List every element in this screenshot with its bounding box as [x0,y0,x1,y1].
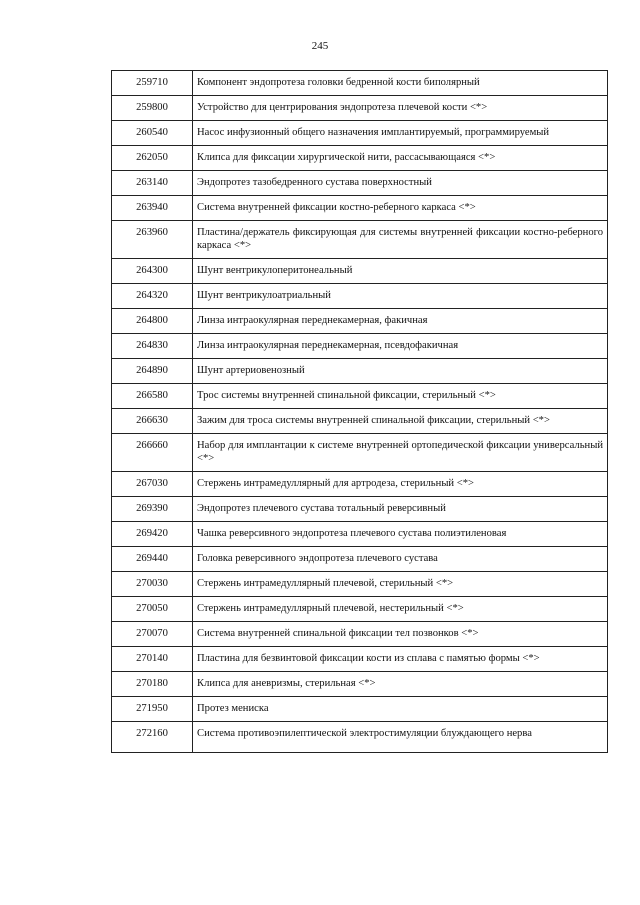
table-row [112,434,608,472]
row-name: Трос системы внутренней спинальной фиксации, стерильный <*> [193,384,608,409]
row-name: Эндопротез тазобедренного сустава поверхностный [193,171,608,196]
row-code: 270050 [112,597,193,622]
row-code: 259710 [112,71,193,96]
table-row [112,359,608,384]
table-row [112,472,608,497]
row-name: Линза интраокулярная переднекамерная, псевдофакичная [193,334,608,359]
row-name: Система внутренней фиксации костно-реберного каркаса <*> [193,196,608,221]
row-name: Стержень интрамедуллярный плечевой, нестерильный <*> [193,597,608,622]
row-code: 269420 [112,522,193,547]
table-row [112,547,608,572]
row-code: 263940 [112,196,193,221]
row-code: 264830 [112,334,193,359]
row-name: Шунт вентрикулоатриальный [193,284,608,309]
table-row [112,259,608,284]
table-row [112,722,608,753]
row-name: Эндопротез плечевого сустава тотальный реверсивный [193,497,608,522]
row-name: Клипса для аневризмы, стерильная <*> [193,672,608,697]
table-row [112,522,608,547]
row-code: 269440 [112,547,193,572]
row-name: Клипса для фиксации хирургической нити, рассасывающаяся <*> [193,146,608,171]
row-name: Устройство для центрирования эндопротеза плечевой кости <*> [193,96,608,121]
row-code: 270030 [112,572,193,597]
row-code: 266580 [112,384,193,409]
row-code: 267030 [112,472,193,497]
table-row [112,146,608,171]
row-name: Система внутренней спинальной фиксации тел позвонков <*> [193,622,608,647]
table-row [112,171,608,196]
row-code: 263140 [112,171,193,196]
row-name: Стержень интрамедуллярный плечевой, стерильный <*> [193,572,608,597]
table-row [112,409,608,434]
row-code: 266630 [112,409,193,434]
row-code: 271950 [112,697,193,722]
table-row [112,647,608,672]
row-name: Пластина/держатель фиксирующая для системы внутренней фиксации костно-реберного каркаса <*> [193,221,608,259]
device-table-body [112,71,608,753]
table-row [112,572,608,597]
table-row [112,622,608,647]
row-name: Насос инфузионный общего назначения имплантируемый, программируемый [193,121,608,146]
row-name: Набор для имплантации к системе внутренней ортопедической фиксации универсальный <*> [193,434,608,472]
row-code: 272160 [112,722,193,753]
row-code: 259800 [112,96,193,121]
table-row [112,221,608,259]
row-code: 264320 [112,284,193,309]
row-code: 264890 [112,359,193,384]
row-code: 264800 [112,309,193,334]
row-name: Головка реверсивного эндопротеза плечевого сустава [193,547,608,572]
table-row [112,96,608,121]
row-name: Система противоэпилептической электростимуляции блуждающего нерва [193,722,608,753]
row-name: Зажим для троса системы внутренней спинальной фиксации, стерильный <*> [193,409,608,434]
table-row [112,196,608,221]
row-code: 266660 [112,434,193,472]
row-name: Чашка реверсивного эндопротеза плечевого сустава полиэтиленовая [193,522,608,547]
row-code: 264300 [112,259,193,284]
table-row [112,121,608,146]
row-name: Линза интраокулярная переднекамерная, факичная [193,309,608,334]
table-row [112,672,608,697]
page-number: 245 [311,40,329,52]
row-code: 270140 [112,647,193,672]
row-name: Протез мениска [193,697,608,722]
table-row [112,334,608,359]
row-name: Стержень интрамедуллярный для артродеза, стерильный <*> [193,472,608,497]
row-code: 260540 [112,121,193,146]
row-code: 269390 [112,497,193,522]
row-name: Компонент эндопротеза головки бедренной кости биполярный [193,71,608,96]
table-row [112,597,608,622]
row-name: Шунт вентрикулоперитонеальный [193,259,608,284]
table-row [112,71,608,96]
row-code: 262050 [112,146,193,171]
table-row [112,697,608,722]
row-code: 263960 [112,221,193,259]
row-name: Шунт артериовенозный [193,359,608,384]
table-row [112,309,608,334]
row-name: Пластина для безвинтовой фиксации кости из сплава с памятью формы <*> [193,647,608,672]
table-row [112,384,608,409]
table-row [112,497,608,522]
table-row [112,284,608,309]
row-code: 270180 [112,672,193,697]
device-table [111,70,608,753]
row-code: 270070 [112,622,193,647]
